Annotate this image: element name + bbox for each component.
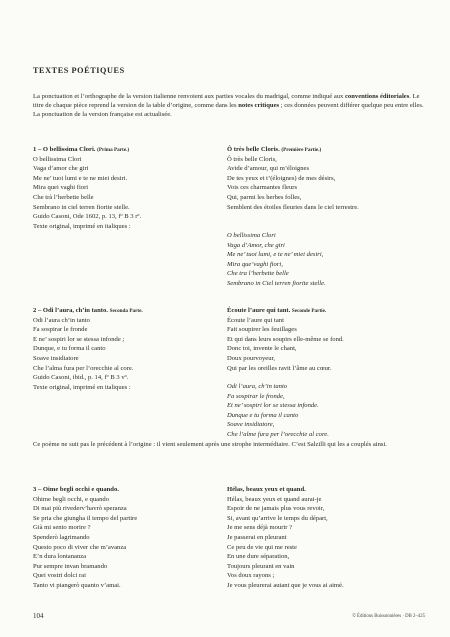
verse-line: E’n dura lontananza xyxy=(33,553,87,561)
verse-line: Espoir de ne jamais plus vous revoir, xyxy=(227,505,325,513)
conventions-emphasis: conventions éditoriales xyxy=(345,93,410,100)
verse-line: Qui par les oreilles ravit l’âme au cœur. xyxy=(227,364,332,372)
verse-line: Di mai più rivederv’havrò speranza xyxy=(33,505,127,513)
piece-title-text: Ô très belle Cloris. xyxy=(227,146,280,153)
piece-title-text: Écoute l’aure qui tant. xyxy=(227,307,291,314)
source-citation: Guido Casoni, ibid., p. 14, fº B 3 vº. xyxy=(33,374,129,381)
piece-2-italian xyxy=(33,306,143,373)
intro-text: La ponctuation et l’orthographe de la version italienne renvoient aux parties vocales du madrigal, comme indiqué aux xyxy=(33,93,345,100)
piece-title: 3 – Oime begli occhi e quando. xyxy=(33,486,119,493)
verse-line: Fait soupirer les feuillages xyxy=(227,326,297,334)
verse-line: Je me sens déjà mourir ? xyxy=(227,524,293,532)
verse-line: Vaga d’amor che giri xyxy=(33,165,89,173)
verse-line: Je vous pleurerai autant que je vous ai aimé. xyxy=(227,581,344,589)
original-line: Vaga d’Amor, che giri xyxy=(227,241,285,249)
verse-line: Fa sospirar le fronde xyxy=(33,326,88,334)
verse-line: O bellissima Clori xyxy=(33,155,82,163)
verse-line: E ne’ sospiri lor se stessa infonde ; xyxy=(33,335,125,343)
piece-title xyxy=(33,306,143,316)
piece-2-source xyxy=(33,373,131,392)
original-line: Odi l’aura, ch’in tanto xyxy=(227,383,288,390)
notes-emphasis: notes critiques xyxy=(238,102,280,110)
intro-text: . Le titre de chaque pièce reprend la version de la table d’origine, comme dans les xyxy=(33,93,420,110)
verse-line: Ohime begli occhi, e quando xyxy=(33,495,109,503)
editorial-note: Ce poème ne suit pas le précédent à l’origine : il vient seulement après une strophe intermédiaire. C’est Salzilli qui les a couplés ainsi. xyxy=(33,441,387,448)
original-line: Soave insidiatore, xyxy=(227,421,275,429)
piece-1-original xyxy=(227,231,326,289)
original-label: Texte original, imprimé en italiques : xyxy=(33,383,131,391)
verse-line: Spenderò lagrimando xyxy=(33,533,90,541)
verse-line: Tanto vi piangerò quanto v’amai. xyxy=(33,581,121,589)
piece-title: Hélas, beaux yeux et quand. xyxy=(227,486,306,493)
piece-3-french xyxy=(227,485,344,591)
verse-line: En une dure séparation, xyxy=(227,553,290,561)
verse-line: Che l’alma fura per l’orecchie al core. xyxy=(33,364,134,372)
intro-text: ; ces données peuvent différer quelque peu entre elles. xyxy=(279,102,424,110)
verse-line: Hélas, beaux yeux et quand aurai-je xyxy=(227,495,322,503)
verse-line: Toujours pleurant en vain xyxy=(227,562,295,570)
piece-title xyxy=(33,145,130,155)
verse-line: Qui, parmi les herbes folles, xyxy=(227,193,302,201)
intro-text: La ponctuation de la version française est actualisée. xyxy=(33,111,172,119)
verse-line: Donc toi, invente le chant, xyxy=(227,345,297,353)
original-label: Texte original, imprimé en italiques : xyxy=(33,222,131,230)
piece-2-original xyxy=(227,382,329,440)
original-line: Mira que’vaghi fiori, xyxy=(227,260,283,268)
section-heading: TEXTES POÉTIQUES xyxy=(33,66,125,75)
piece-3-italian xyxy=(33,485,137,591)
verse-line: Vos doux rayons ; xyxy=(227,572,275,580)
piece-title-text: 2 – Odi l’aura, ch’in tanto. xyxy=(33,307,108,314)
verse-line: Se pria che giungha il tempo del partire xyxy=(33,514,138,522)
verse-line: Je passerai en pleurant xyxy=(227,533,287,541)
piece-1-french xyxy=(227,145,359,212)
verse-line: Dunque, e tu forma il canto xyxy=(33,345,106,353)
piece-1-source xyxy=(33,212,141,231)
original-line: Sembrano in Ciel terren fiorite stelle. xyxy=(227,279,326,287)
verse-line: De tes yeux et t’(éloignes) de mes désirs, xyxy=(227,174,336,182)
original-line: Dunque e tu forma il canto xyxy=(227,411,299,419)
verse-line: Doux pourvoyeur, xyxy=(227,354,276,362)
verse-line: Sembrano in ciel terren fiorite stelle. xyxy=(33,203,130,211)
verse-line: Semblent des étoiles fleuries dans le ciel terrestre. xyxy=(227,203,359,211)
verse-line: Avide d’amour, qui m’éloignes xyxy=(227,165,310,173)
verse-line: Quei vostri dolci rai xyxy=(33,572,86,580)
piece-part-label: Seconde Partie. xyxy=(291,308,327,314)
page-number: 104 xyxy=(33,612,44,620)
original-line: Che tra l’herbette belle xyxy=(227,270,289,278)
verse-line: Questo poco di viver che m’avanza xyxy=(33,543,127,551)
piece-part-label: Seconda Parte. xyxy=(109,308,143,314)
verse-line: Me ne’ tuoi lumi e te ne miei desiri. xyxy=(33,174,128,182)
piece-part-label: (Prima Parte.) xyxy=(97,147,130,153)
verse-line: Vois ces charmantes fleurs xyxy=(227,184,298,192)
verse-line: Che trà l’herbette belle xyxy=(33,193,94,201)
copyright-notice: © Éditions Buissonnières · DB 2–425 xyxy=(352,614,425,619)
verse-line: Ô très belle Cloris, xyxy=(227,155,277,163)
verse-line: Et qui dans leurs soupirs elle-même se fond. xyxy=(227,335,344,343)
verse-line: Soave insidiatore xyxy=(33,354,79,362)
piece-title-text: 1 – O bellissima Clori. xyxy=(33,146,96,153)
verse-line: Si, avant qu’arrive le temps du départ, xyxy=(227,514,328,522)
verse-line: Ce peu de vie qui me reste xyxy=(227,543,297,551)
verse-line: Mira quei vaghi fiori xyxy=(33,184,89,192)
piece-1-italian xyxy=(33,145,130,212)
original-line: Che l’alme fura per l’orecchie al core. xyxy=(227,430,329,438)
piece-2-french xyxy=(227,306,344,373)
intro-paragraph xyxy=(33,92,425,120)
original-line: Fa sospirar le fronde, xyxy=(227,392,285,400)
piece-title xyxy=(227,145,359,155)
piece-part-label: (Première Partie.) xyxy=(281,147,322,153)
original-line: Et ne’ sospiri lor se stessa infonde. xyxy=(227,402,319,410)
source-citation: Guido Casoni, Ode 1602, p. 13, fº B 3 rº. xyxy=(33,213,142,220)
original-line: O bellissima Clori xyxy=(227,232,276,239)
piece-title xyxy=(227,306,344,316)
verse-line: Écoute l’aure qui tant xyxy=(227,316,284,324)
verse-line: Già mi sento morire ? xyxy=(33,524,91,532)
verse-line: Odi l’aura ch’in tanto xyxy=(33,316,90,324)
verse-line: Pur sempre invan bramando xyxy=(33,562,108,570)
original-line: Me ne’ tuoi lumi, e te ne’ miei desiri, xyxy=(227,251,324,259)
